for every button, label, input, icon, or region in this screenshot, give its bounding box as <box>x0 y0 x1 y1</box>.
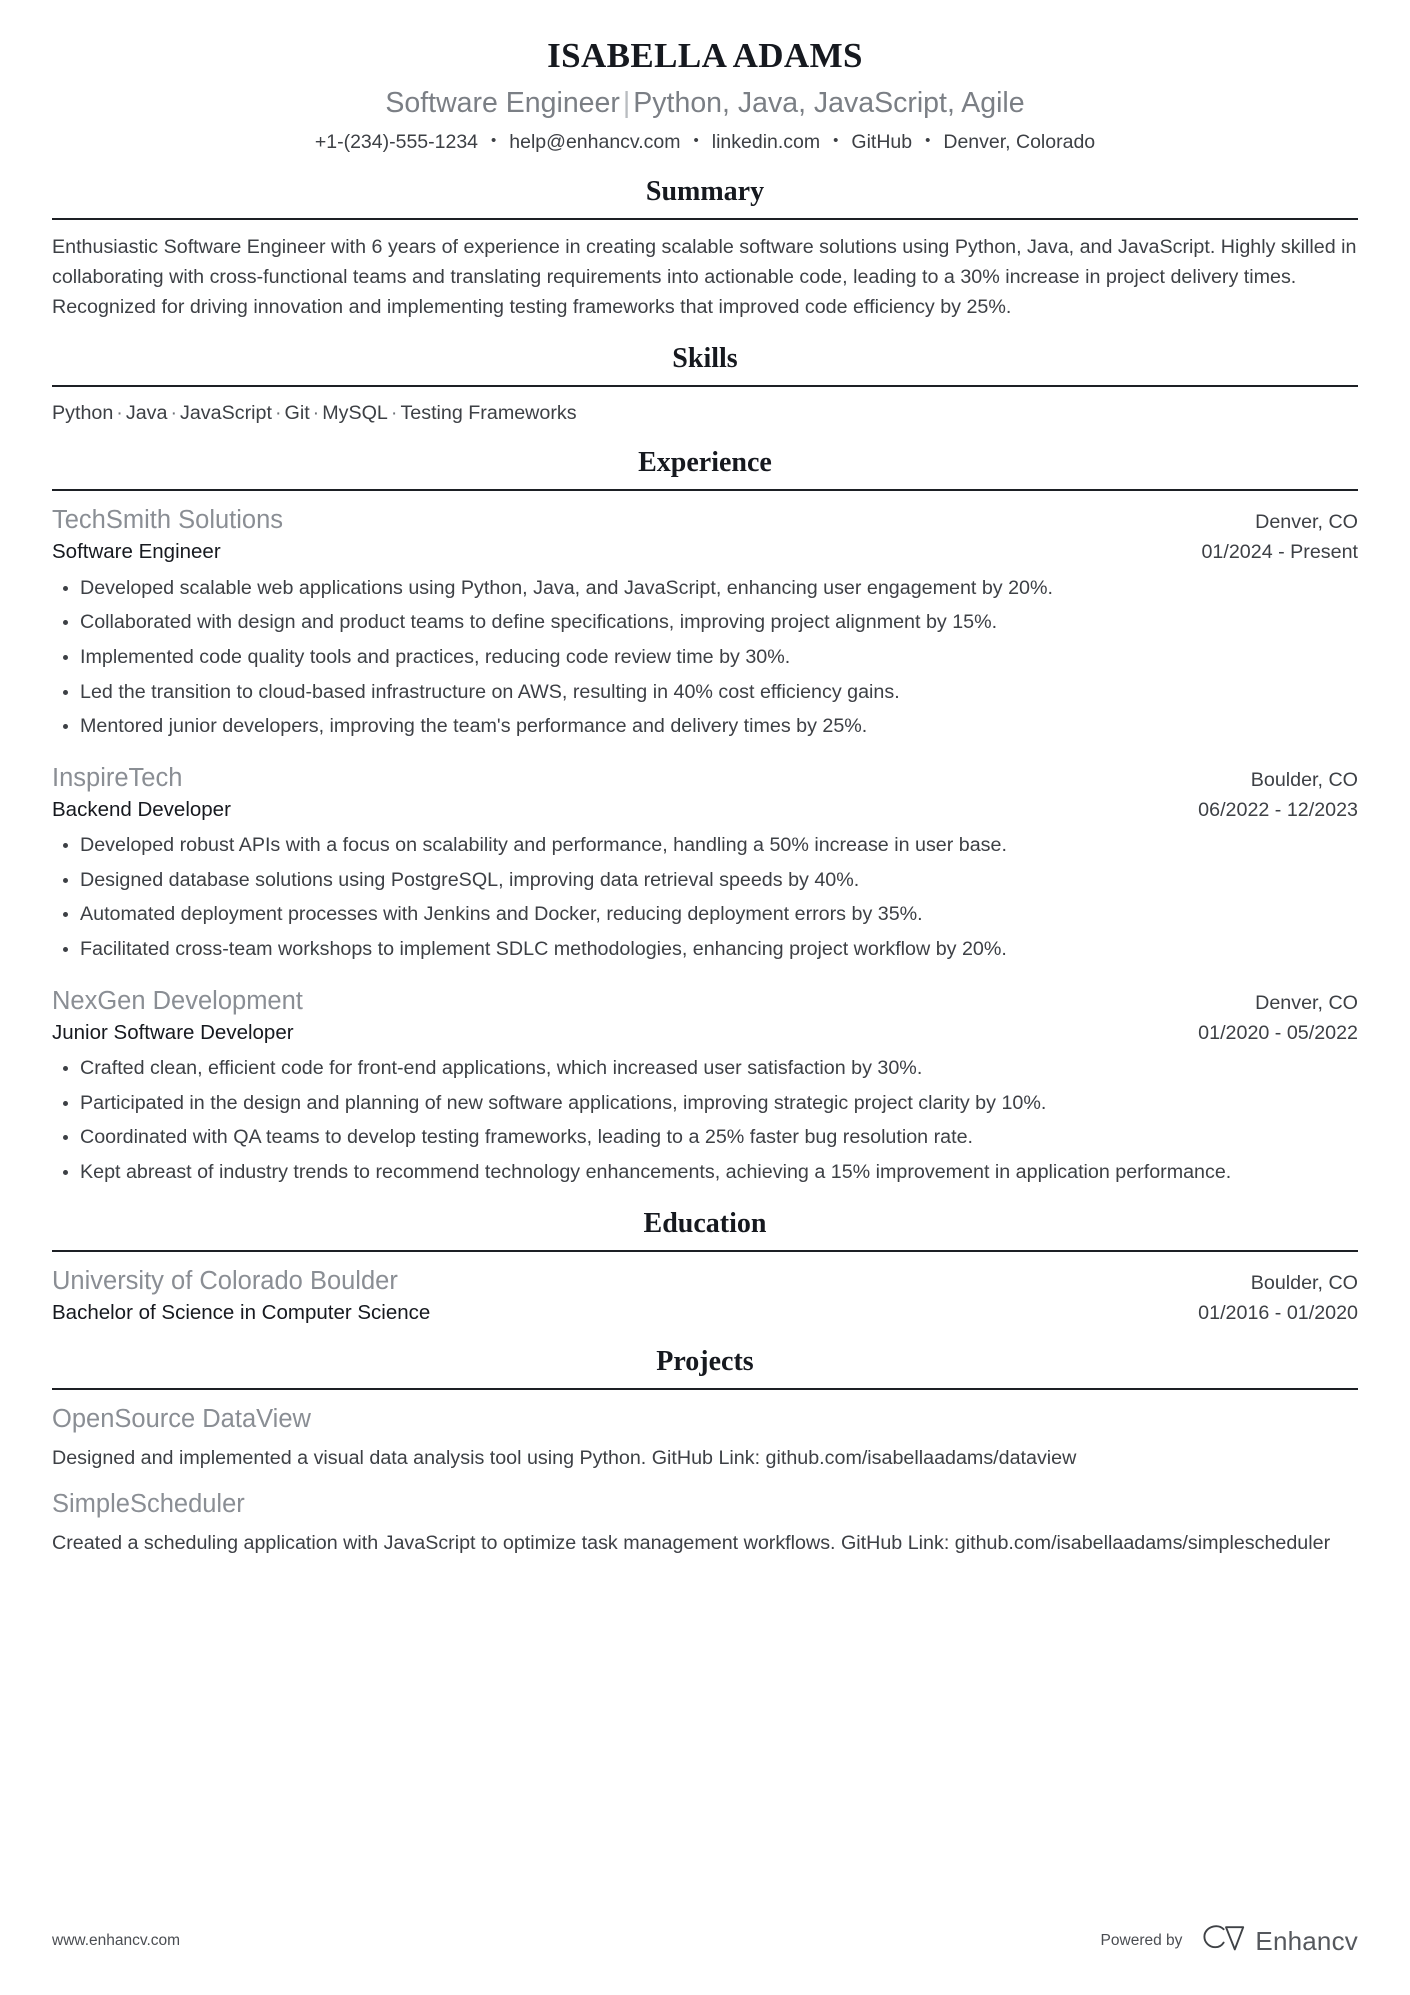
enhancv-logo <box>1202 1925 1358 1957</box>
education-entry-header <box>52 1265 1358 1298</box>
section-title-summary: Summary <box>645 175 765 207</box>
headline-skills: Python, Java, JavaScript, Agile <box>633 86 1025 119</box>
school-location: Boulder, CO <box>1250 1271 1358 1294</box>
responsibility-list <box>52 1054 1358 1187</box>
company-location: Denver, CO <box>1255 991 1358 1014</box>
list-item: Facilitated cross-team workshops to implement SDLC methodologies, enhancing project workflow by 20%. <box>52 935 1358 965</box>
skill-item: Python <box>52 401 114 424</box>
skill-item: Java <box>125 401 168 424</box>
section-summary <box>52 174 1358 323</box>
skill-separator-icon: · <box>116 401 123 424</box>
project-name: SimpleScheduler <box>52 1490 245 1519</box>
project-entry <box>52 1488 1358 1559</box>
responsibility-list <box>52 831 1358 964</box>
section-skills <box>52 341 1358 428</box>
company-name: NexGen Development <box>52 986 303 1015</box>
experience-entry-subheader <box>52 1020 1358 1047</box>
company-name: InspireTech <box>52 763 183 792</box>
job-dates: 01/2024 - Present <box>1201 541 1358 564</box>
contact-linkedin[interactable]: linkedin.com <box>711 131 821 154</box>
company-name: TechSmith Solutions <box>52 506 284 535</box>
section-title-experience: Experience <box>638 447 772 479</box>
experience-entry-header <box>52 762 1358 795</box>
list-item: Designed database solutions using PostgreSQL, improving data retrieval speeds by 40%. <box>52 866 1358 896</box>
skills-list <box>52 400 1358 428</box>
list-item: Led the transition to cloud-based infrastructure on AWS, resulting in 40% cost efficiency gains. <box>52 678 1358 708</box>
job-dates: 01/2020 - 05/2022 <box>1198 1021 1358 1044</box>
list-item: Developed scalable web applications using Python, Java, and JavaScript, enhancing user engagement by 20%. <box>52 574 1358 604</box>
skill-separator-icon: · <box>390 401 398 424</box>
experience-entry <box>52 504 1358 742</box>
resume-header <box>52 0 1358 156</box>
skill-item: Testing Frameworks <box>400 401 577 424</box>
headline-divider: | <box>622 86 631 119</box>
contact-location: Denver, Colorado <box>943 131 1096 154</box>
education-entry <box>52 1265 1358 1327</box>
section-projects <box>52 1344 1358 1558</box>
enhancv-mark-icon <box>1202 1925 1246 1957</box>
list-item: Automated deployment processes with Jenkins and Docker, reducing deployment errors by 35%. <box>52 900 1358 930</box>
footer-website-url[interactable]: www.enhancv.com <box>52 1931 181 1949</box>
section-title-skills: Skills <box>672 342 738 374</box>
skill-separator-icon: · <box>312 401 320 424</box>
list-item: Mentored junior developers, improving the team's performance and delivery times by 25%. <box>52 712 1358 742</box>
contact-separator-icon: • <box>925 132 931 150</box>
education-entry-subheader <box>52 1300 1358 1327</box>
powered-by-label: Powered by <box>1100 1931 1183 1949</box>
project-description: Created a scheduling application with JavaScript to optimize task management workflows. GitHub Link: github.com/isabellaadams/simplescheduler <box>52 1532 1331 1555</box>
experience-entry-subheader <box>52 539 1358 566</box>
skill-item: Git <box>284 401 310 424</box>
headline-role: Software Engineer <box>385 86 620 119</box>
experience-entry-header <box>52 985 1358 1018</box>
page-title: ISABELLA ADAMS <box>547 36 863 75</box>
list-item: Participated in the design and planning of new software applications, improving strategic project clarity by 10%. <box>52 1089 1358 1119</box>
responsibility-list <box>52 574 1358 742</box>
experience-entry <box>52 985 1358 1188</box>
skill-separator-icon: · <box>170 401 178 424</box>
school-name: University of Colorado Boulder <box>52 1266 398 1295</box>
job-dates: 06/2022 - 12/2023 <box>1198 798 1358 821</box>
page-footer <box>52 1925 1358 1957</box>
skill-separator-icon: · <box>274 401 282 424</box>
project-description: Designed and implemented a visual data analysis tool using Python. GitHub Link: github.com/isabellaadams/dataview <box>52 1447 1077 1470</box>
experience-entry <box>52 762 1358 965</box>
experience-entry-subheader <box>52 797 1358 824</box>
section-education <box>52 1206 1358 1327</box>
contact-separator-icon: • <box>833 132 839 150</box>
list-item: Implemented code quality tools and practices, reducing code review time by 30%. <box>52 643 1358 673</box>
job-title: Junior Software Developer <box>52 1020 294 1044</box>
professional-headline <box>52 85 1358 123</box>
contact-phone: +1-(234)-555-1234 <box>314 131 479 154</box>
list-item: Crafted clean, efficient code for front-end applications, which increased user satisfaction by 30%. <box>52 1054 1358 1084</box>
list-item: Developed robust APIs with a focus on scalability and performance, handling a 50% increase in user base. <box>52 831 1358 861</box>
list-item: Coordinated with QA teams to develop testing frameworks, leading to a 25% faster bug resolution rate. <box>52 1123 1358 1153</box>
degree-name: Bachelor of Science in Computer Science <box>52 1300 431 1324</box>
skill-item: JavaScript <box>180 401 272 424</box>
project-entry <box>52 1403 1358 1474</box>
summary-text: Enthusiastic Software Engineer with 6 years of experience in creating scalable software solutions using Python, Java, and JavaScript. Highly skilled in collaborating with cross-functional teams and translating requirements into actionable code, leading to a 30% increase in project delivery times. Recognized for driving innovation and implementing testing frameworks that improved code efficiency by 25%. <box>52 235 1357 318</box>
job-title: Backend Developer <box>52 797 231 821</box>
section-title-education: Education <box>643 1207 767 1239</box>
contact-separator-icon: • <box>693 132 699 150</box>
skill-item: MySQL <box>322 401 388 424</box>
job-title: Software Engineer <box>52 540 221 564</box>
list-item: Kept abreast of industry trends to recommend technology enhancements, achieving a 15% improvement in application performance. <box>52 1158 1358 1188</box>
contact-github[interactable]: GitHub <box>851 131 913 154</box>
contact-email[interactable]: help@enhancv.com <box>509 131 681 154</box>
footer-brand <box>1101 1925 1358 1957</box>
section-title-projects: Projects <box>656 1346 754 1378</box>
section-experience <box>52 445 1358 1187</box>
degree-dates: 01/2016 - 01/2020 <box>1198 1301 1358 1324</box>
company-location: Denver, CO <box>1255 511 1358 534</box>
contact-separator-icon: • <box>491 132 497 150</box>
list-item: Collaborated with design and product teams to define specifications, improving project alignment by 15%. <box>52 608 1358 638</box>
experience-entry-header <box>52 504 1358 537</box>
enhancv-wordmark: Enhancv <box>1255 1926 1358 1956</box>
company-location: Boulder, CO <box>1250 768 1358 791</box>
contact-line <box>52 130 1358 155</box>
project-name: OpenSource DataView <box>52 1405 311 1434</box>
